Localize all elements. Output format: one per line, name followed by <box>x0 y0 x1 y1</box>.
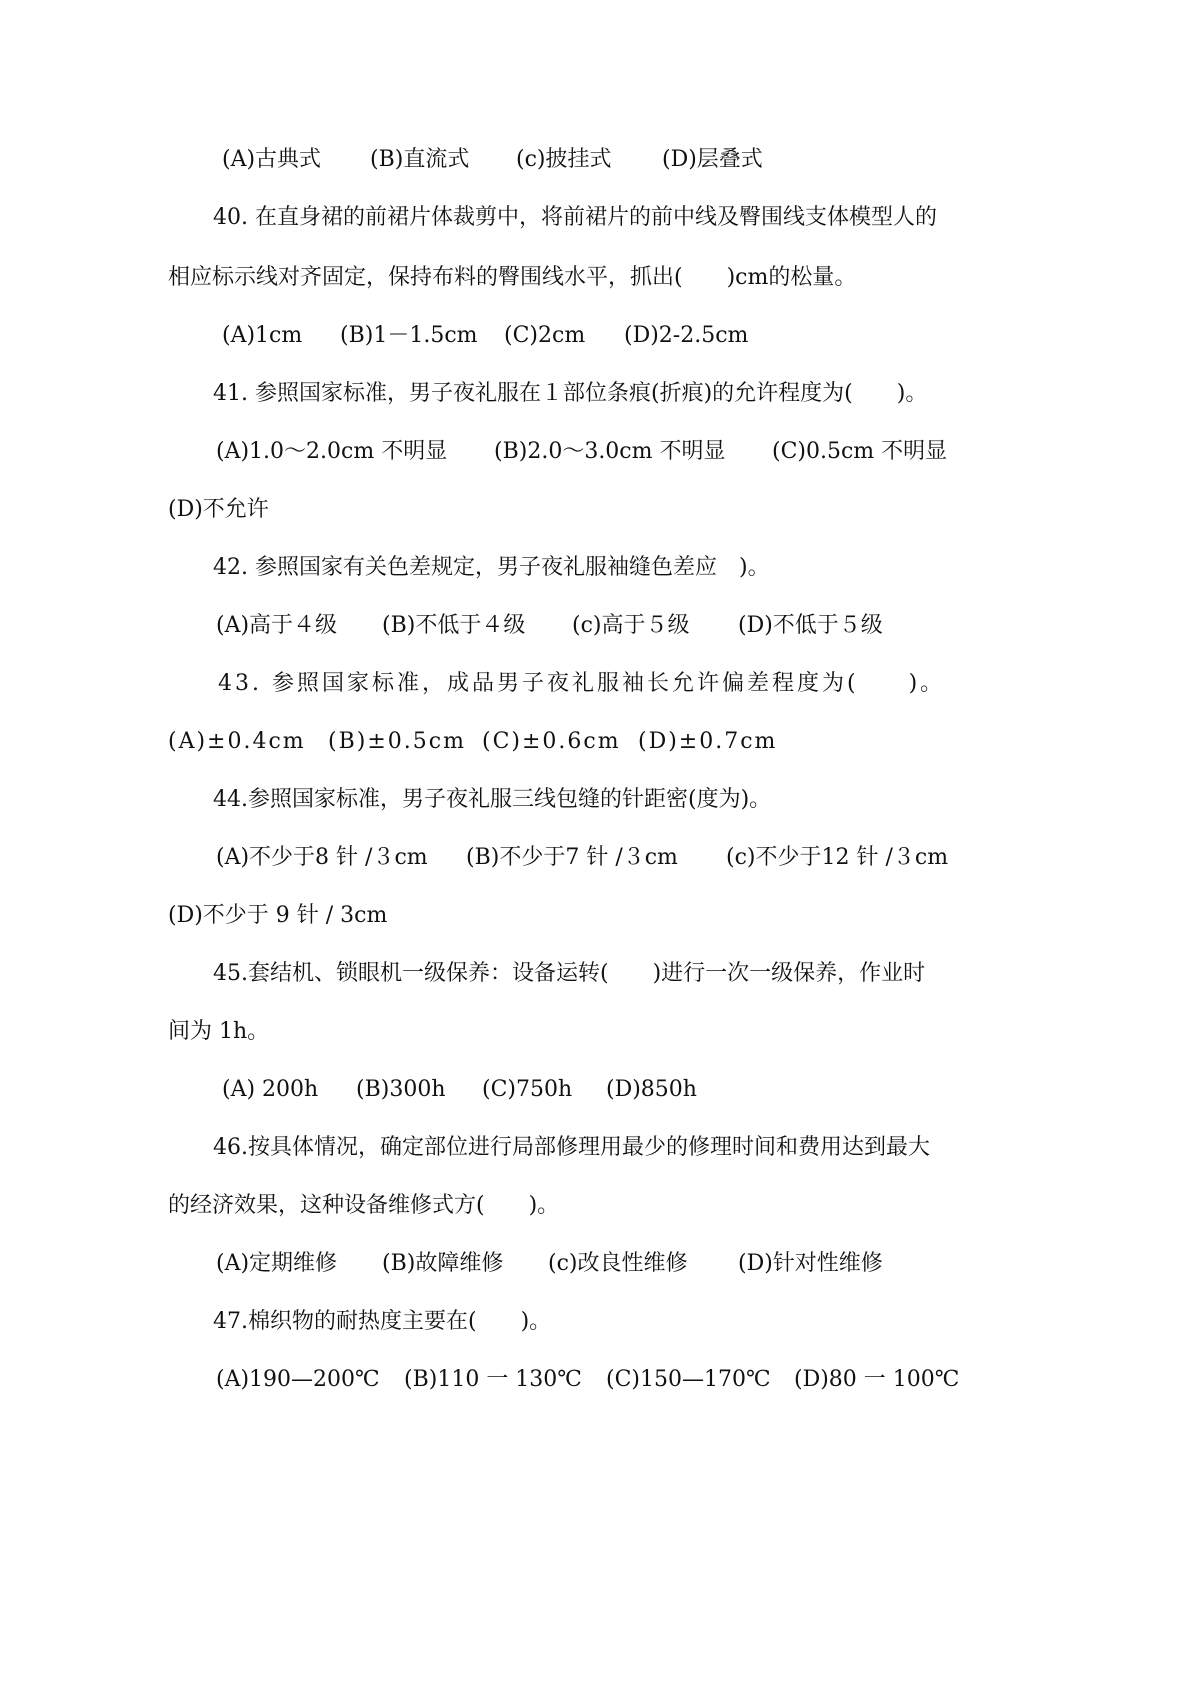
q46-option-b: (B)故障维修 <box>382 1251 504 1276</box>
q45-option-d: (D)850h <box>606 1077 697 1102</box>
q45-option-c: (C)750h <box>482 1077 573 1102</box>
q40-stem-line1: 40. 在直身裙的前裙片体裁剪中，将前裙片的前中线及臀围线支体模型人的 <box>213 205 937 230</box>
q47-stem: 47.棉织物的耐热度主要在( )。 <box>213 1309 552 1334</box>
q46-option-c: (c)改良性维修 <box>548 1251 688 1276</box>
q47-option-c: (C)150—170℃ <box>606 1367 771 1392</box>
q47-option-a: (A)190—200℃ <box>216 1367 380 1392</box>
q44-option-c: (c)不少于12 针 /３cm <box>726 845 949 870</box>
q43-option-a: (A)±0.4cm <box>168 729 306 754</box>
q40-option-c: (C)2cm <box>504 323 586 348</box>
q43-option-c: (C)±0.6cm <box>482 729 621 754</box>
q42-option-b: (B)不低于４级 <box>382 613 526 638</box>
q47-option-d: (D)80 一 100℃ <box>794 1367 960 1392</box>
q42-option-c: (c)高于５级 <box>572 613 690 638</box>
q41-stem: 41. 参照国家标准，男子夜礼服在１部位条痕(折痕)的允许程度为( )。 <box>213 381 928 406</box>
q46-stem-line1: 46.按具体情况，确定部位进行局部修理用最少的修理时间和费用达到最大 <box>213 1135 930 1160</box>
q44-stem: 44.参照国家标准，男子夜礼服三线包缝的针距密(度为)。 <box>213 787 772 812</box>
q43-option-b: (B)±0.5cm <box>328 729 466 754</box>
q45-stem-line2: 间为 1h。 <box>168 1019 270 1044</box>
q42-option-d: (D)不低于５级 <box>738 613 883 638</box>
q45-option-b: (B)300h <box>356 1077 446 1102</box>
q41-option-c: (C)0.5cm 不明显 <box>772 439 948 464</box>
q39-option-b: (B)直流式 <box>370 147 470 172</box>
q40-stem-line2: 相应标示线对齐固定，保持布料的臀围线水平，抓出( )cm的松量。 <box>168 265 857 290</box>
q39-option-c: (c)披挂式 <box>516 147 612 172</box>
q40-option-d: (D)2-2.5cm <box>624 323 749 348</box>
q47-option-b: (B)110 一 130℃ <box>404 1367 582 1392</box>
q45-stem-line1: 45.套结机、锁眼机一级保养：设备运转( )进行一次一级保养，作业时 <box>213 961 926 986</box>
q43-option-d: (D)±0.7cm <box>638 729 778 754</box>
q44-option-a: (A)不少于8 针 /３cm <box>216 845 428 870</box>
q45-option-a: (A) 200h <box>222 1077 319 1102</box>
q46-stem-line2: 的经济效果，这种设备维修式方( )。 <box>168 1193 560 1218</box>
q43-stem: 43. 参照国家标准，成品男子夜礼服袖长允许偏差程度为( )。 <box>218 671 946 696</box>
q40-option-a: (A)1cm <box>222 323 303 348</box>
q39-option-a: (A)古典式 <box>222 147 322 172</box>
q46-option-d: (D)针对性维修 <box>738 1251 883 1276</box>
q41-option-a: (A)1.0～2.0cm 不明显 <box>216 439 448 464</box>
q41-option-d: (D)不允许 <box>168 497 269 522</box>
q42-stem: 42. 参照国家有关色差规定，男子夜礼服袖缝色差应 )。 <box>213 555 770 580</box>
q46-option-a: (A)定期维修 <box>216 1251 338 1276</box>
q40-option-b: (B)1－1.5cm <box>340 323 478 348</box>
q44-option-b: (B)不少于7 针 /３cm <box>466 845 678 870</box>
q42-option-a: (A)高于４级 <box>216 613 338 638</box>
q39-option-d: (D)层叠式 <box>662 147 763 172</box>
q41-option-b: (B)2.0～3.0cm 不明显 <box>494 439 726 464</box>
q44-option-d: (D)不少于 9 针 / 3cm <box>168 903 388 928</box>
